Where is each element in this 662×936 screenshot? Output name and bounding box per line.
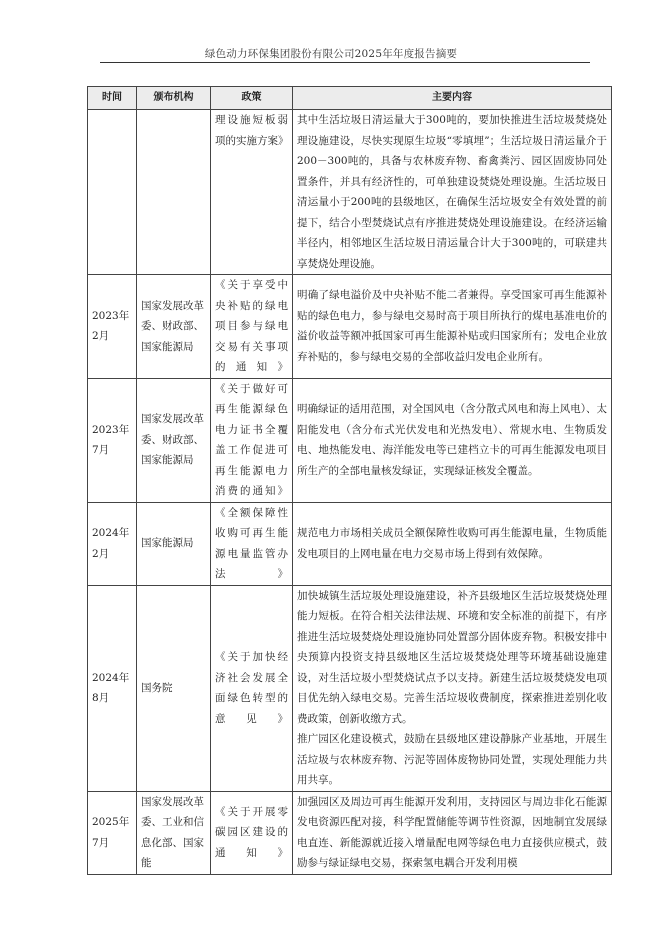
column-header-org: 颁布机构 <box>137 87 211 110</box>
page-header: 绿色动力环保集团股份有限公司2025年年度报告摘要 <box>204 48 458 60</box>
row-content <box>293 110 612 275</box>
row-time <box>88 110 137 275</box>
row-org <box>137 110 211 275</box>
content-paragraph: 加强园区及周边可再生能源开发利用，支持园区与周边非化石能源发电资源匹配对接，科学配置储能等调节性资源，因地制宜发展绿电直连、新能源就近接入增量配电网等绿色电力直接供应模式，鼓励参与绿证绿电交易，探索氢电耦合开发利用模 <box>297 795 607 869</box>
table-row <box>88 275 612 379</box>
content-paragraph: 加快城镇生活垃圾处理设施建设，补齐县级地区生活垃圾焚烧处理能力短板。在符合相关法律法规、环境和安全标准的前提下，有序推进生活垃圾焚烧处理设施协同处置部分固体废弃物。积极安排中央预算内投资支持县级地区生活垃圾焚烧处理等环境基础设施建设，对生活垃圾小型焚烧试点予以支持。新建生活垃圾焚烧发电项目优先纳入绿电交易。完善生活垃圾收费制度，探索推进差别化收费政策，创新收缴方式。 <box>297 589 607 725</box>
row-policy: 理设施短板弱项的实施方案》 <box>211 110 293 275</box>
header-rule <box>100 62 590 63</box>
table-row <box>88 110 612 275</box>
row-content <box>293 378 612 502</box>
column-header-content: 主要内容 <box>293 87 612 110</box>
row-policy: 《关于加快经济社会发展全面绿色转型的意见》 <box>211 585 293 791</box>
table-row <box>88 585 612 791</box>
row-content <box>293 791 612 874</box>
row-policy: 《全额保障性收购可再生能源电量监管办法》 <box>211 502 293 585</box>
row-time: 2025年7月 <box>88 791 137 874</box>
row-org: 国家发展改革委、财政部、国家能源局 <box>137 275 211 379</box>
row-org: 国家能源局 <box>137 502 211 585</box>
row-org: 国家发展改革委、财政部、国家能源局 <box>137 378 211 502</box>
column-header-time: 时间 <box>88 87 137 110</box>
row-time: 2023年7月 <box>88 378 137 502</box>
row-content <box>293 585 612 791</box>
row-org: 国家发展改革委、工业和信息化部、国家能 <box>137 791 211 874</box>
table-row <box>88 791 612 874</box>
content-paragraph: 推广园区化建设模式，鼓励在县级地区建设静脉产业基地，开展生活垃圾与农林废弃物、污泥等固体废物协同处置，实现处理能力共用共享。 <box>297 733 607 786</box>
row-time: 2024年8月 <box>88 585 137 791</box>
row-content <box>293 275 612 379</box>
table-row <box>88 502 612 585</box>
policy-table <box>87 86 612 875</box>
row-policy: 《关于享受中央补贴的绿电项目参与绿电交易有关事项的通知》 <box>211 275 293 379</box>
content-paragraph: 规范电力市场相关成员全额保障性收购可再生能源电量，生物质能发电项目的上网电量在电力交易市场上得到有效保障。 <box>297 527 607 560</box>
row-org: 国务院 <box>137 585 211 791</box>
content-paragraph: 明确了绿电溢价及中央补贴不能二者兼得。享受国家可再生能源补贴的绿色电力，参与绿电交易时高于项目所执行的煤电基准电价的溢价收益等额冲抵国家可再生能源补贴或归国家所有；发电企业放弃补贴的，参与绿电交易的全部收益归发电企业所有。 <box>297 289 607 363</box>
table-header-row <box>88 87 612 110</box>
content-paragraph: 其中生活垃圾日清运量大于300吨的，要加快推进生活垃圾焚烧处理设施建设，尽快实现原生垃圾“零填埋”；生活垃圾日清运量介于200－300吨的，具备与农林废弃物、畜禽粪污、园区固废协同处置条件，并具有经济性的，可单独建设焚烧处理设施。生活垃圾日清运量小于200吨的县级地区，在确保生活垃圾安全有效处置的前提下，结合小型焚烧试点有序推进焚烧处理设施建设。在经济运输半径内，相邻地区生活垃圾日清运量合计大于300吨的，可联建共享焚烧处理设施。 <box>297 114 607 270</box>
column-header-policy: 政策 <box>211 87 293 110</box>
content-paragraph: 明确绿证的适用范围，对全国风电（含分散式风电和海上风电）、太阳能发电（含分布式光伏发电和光热发电）、常规水电、生物质发电、地热能发电、海洋能发电等已建档立卡的可再生能源发电项目所生产的全部电量核发绿证，实现绿证核发全覆盖。 <box>297 403 607 477</box>
row-time: 2024年2月 <box>88 502 137 585</box>
row-time: 2023年2月 <box>88 275 137 379</box>
row-content <box>293 502 612 585</box>
row-policy: 《关于做好可再生能源绿色电力证书全覆盖工作促进可再生能源电力消费的通知》 <box>211 378 293 502</box>
table-row <box>88 378 612 502</box>
row-policy: 《关于开展零碳园区建设的通知》 <box>211 791 293 874</box>
